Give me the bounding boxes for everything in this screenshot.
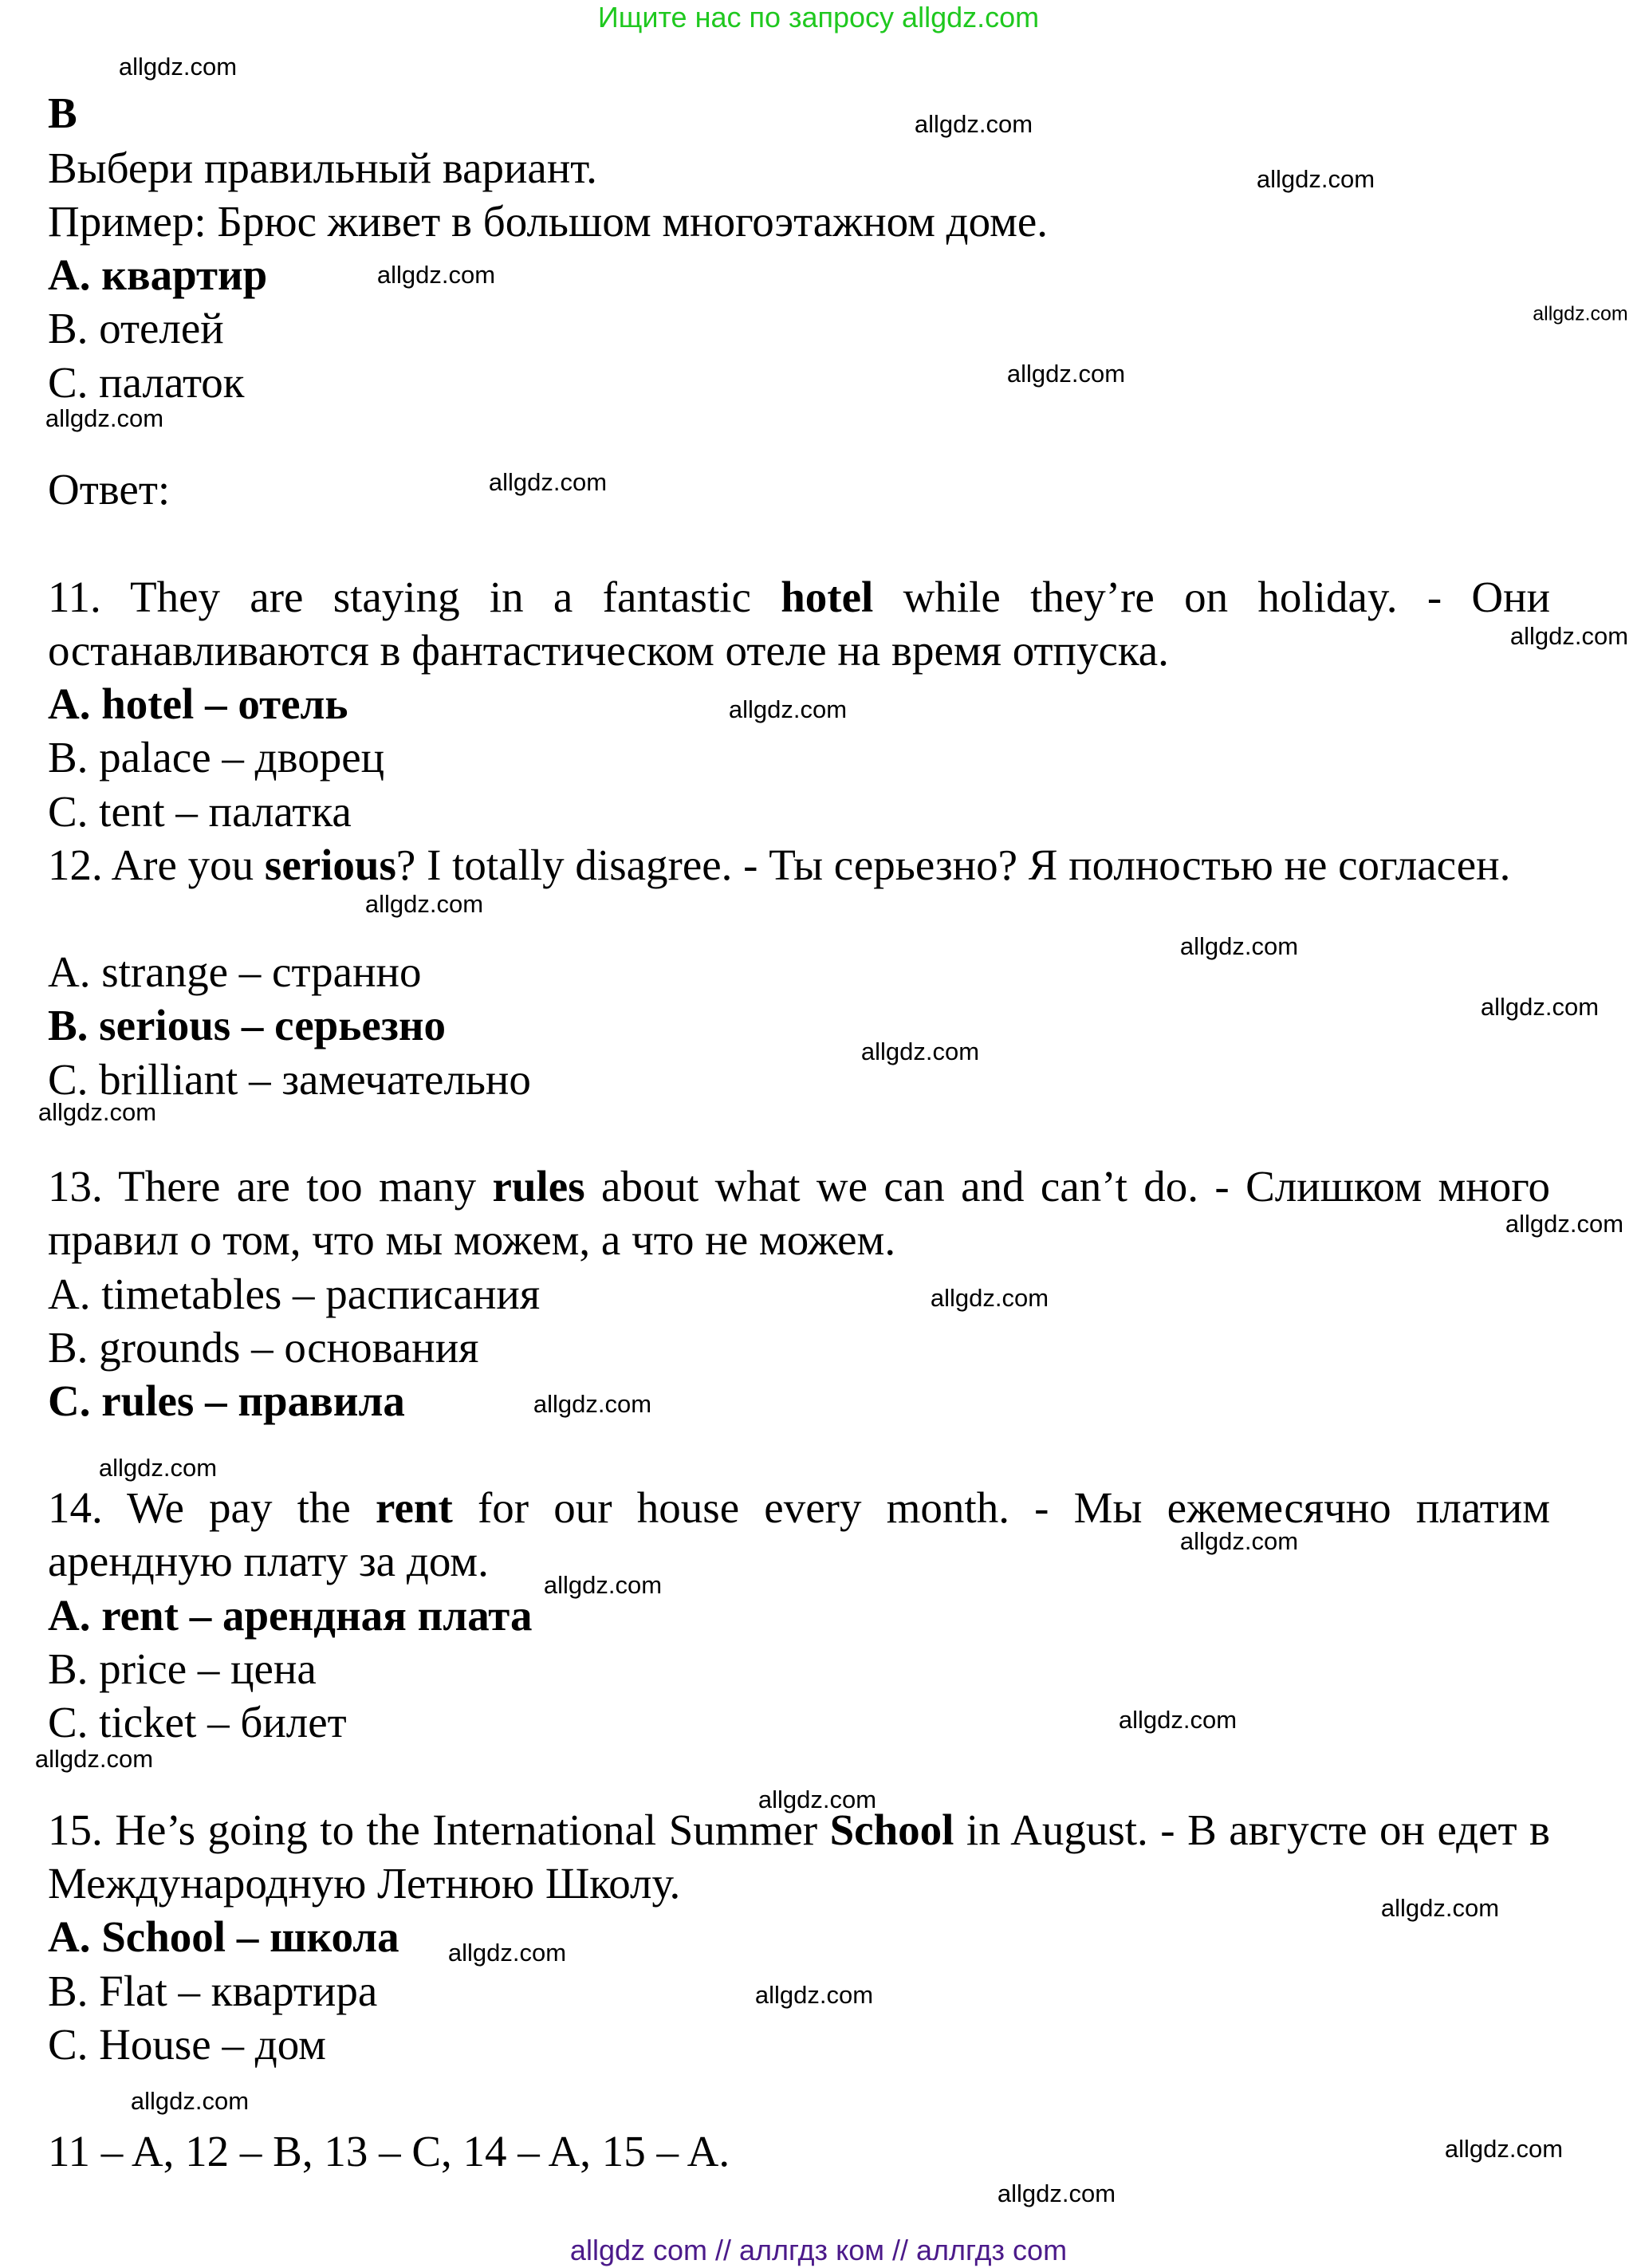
option-b: B. grounds – основания xyxy=(48,1323,479,1372)
watermark: allgdz.com xyxy=(37,1098,157,1126)
example-option-c: C. палаток xyxy=(48,358,245,407)
option-c: C. tent – палатка xyxy=(48,787,352,836)
question-text: 12. Are you xyxy=(48,841,265,889)
option-a: A. strange – странно xyxy=(48,947,422,996)
watermark: allgdz.com xyxy=(543,1571,663,1599)
option-b: B. palace – дворец xyxy=(48,733,385,782)
option-c: C. House – дом xyxy=(48,2020,326,2069)
watermark: allgdz.com xyxy=(34,1745,154,1773)
watermark: allgdz.com xyxy=(1480,993,1600,1021)
watermark: allgdz.com xyxy=(754,1981,874,2009)
question-text: in August. - В августе он едет в Международную Летнюю Школу. xyxy=(48,1805,1551,1908)
watermark: allgdz.com xyxy=(98,1454,218,1482)
watermark: allgdz.com xyxy=(364,890,484,918)
question-13 xyxy=(48,1160,1550,1266)
watermark: allgdz.com xyxy=(488,468,608,496)
watermark: allgdz.com xyxy=(860,1038,980,1065)
footer-links[interactable]: allgdz com // аллгдз ком // аллгдз com xyxy=(569,2234,1068,2266)
keyword: rules xyxy=(492,1162,585,1211)
option-a: A. timetables – расписания xyxy=(48,1270,541,1318)
watermark: allgdz.com xyxy=(1533,302,1628,325)
question-text: about what we can and can’t do. - Слишком много правил о том, что мы можем, а что не можем. xyxy=(48,1162,1550,1264)
question-text: 11. They are staying in a fantastic xyxy=(48,573,781,621)
option-b: B. Flat – квартира xyxy=(48,1967,378,2015)
watermark: allgdz.com xyxy=(1380,1894,1500,1922)
example-sentence: Пример: Брюс живет в большом многоэтажном доме. xyxy=(48,197,1049,246)
question-text: 13. There are too many xyxy=(48,1162,493,1211)
instruction: Выбери правильный вариант. xyxy=(48,144,597,192)
watermark: allgdz.com xyxy=(1505,1210,1624,1238)
watermark: allgdz.com xyxy=(914,110,1033,138)
watermark: allgdz.com xyxy=(728,695,848,723)
watermark: allgdz.com xyxy=(1509,622,1629,650)
option-a: A. rent – арендная плата xyxy=(48,1591,533,1640)
example-option-a: A. квартир xyxy=(48,250,268,299)
watermark: allgdz.com xyxy=(997,2179,1116,2207)
option-a: A. hotel – отель xyxy=(48,679,348,728)
keyword: hotel xyxy=(781,573,874,621)
watermark: allgdz.com xyxy=(533,1390,652,1418)
watermark: allgdz.com xyxy=(130,2087,250,2115)
option-b: B. price – цена xyxy=(48,1644,317,1693)
question-text: for our house every month. - Мы ежемесячно платим арендную плату за дом. xyxy=(48,1483,1551,1585)
watermark: allgdz.com xyxy=(1118,1706,1238,1734)
watermark: allgdz.com xyxy=(758,1786,877,1813)
watermark: allgdz.com xyxy=(447,1939,567,1967)
option-c: C. brilliant – замечательно xyxy=(48,1055,531,1104)
answer-summary: 11 – A, 12 – B, 13 – C, 14 – A, 15 – A. xyxy=(48,2127,730,2175)
watermark: allgdz.com xyxy=(45,404,164,432)
watermark: allgdz.com xyxy=(1256,165,1375,193)
question-15 xyxy=(48,1803,1550,1910)
watermark: allgdz.com xyxy=(1179,1527,1299,1555)
watermark: allgdz.com xyxy=(118,53,238,81)
search-hint-banner[interactable]: Ищите нас по запросу allgdz.com xyxy=(597,1,1040,33)
section-letter: B xyxy=(48,89,77,137)
watermark: allgdz.com xyxy=(930,1284,1049,1312)
option-c: C. rules – правила xyxy=(48,1376,405,1425)
example-option-b: B. отелей xyxy=(48,304,224,352)
question-text: while they’re on holiday. - Они останавливаются в фантастическом отеле на время отпуска. xyxy=(48,573,1551,675)
question-14 xyxy=(48,1481,1550,1588)
keyword: rent xyxy=(376,1483,453,1532)
question-text: ? I totally disagree. - Ты серьезно? Я полностью не согласен. xyxy=(395,841,1511,889)
keyword: serious xyxy=(264,841,396,889)
watermark: allgdz.com xyxy=(1444,2135,1564,2163)
keyword: School xyxy=(829,1805,954,1854)
question-12 xyxy=(48,838,1550,892)
option-b: B. serious – серьезно xyxy=(48,1001,447,1049)
watermark: allgdz.com xyxy=(1006,360,1126,388)
question-11 xyxy=(48,570,1550,677)
answer-label: Ответ: xyxy=(48,465,171,514)
watermark: allgdz.com xyxy=(376,261,496,289)
option-a: A. School – школа xyxy=(48,1912,399,1961)
watermark: allgdz.com xyxy=(1179,932,1299,960)
question-text: 15. He’s going to the International Summer xyxy=(48,1805,830,1854)
question-text: 14. We pay the xyxy=(48,1483,376,1532)
option-c: C. ticket – билет xyxy=(48,1698,347,1746)
